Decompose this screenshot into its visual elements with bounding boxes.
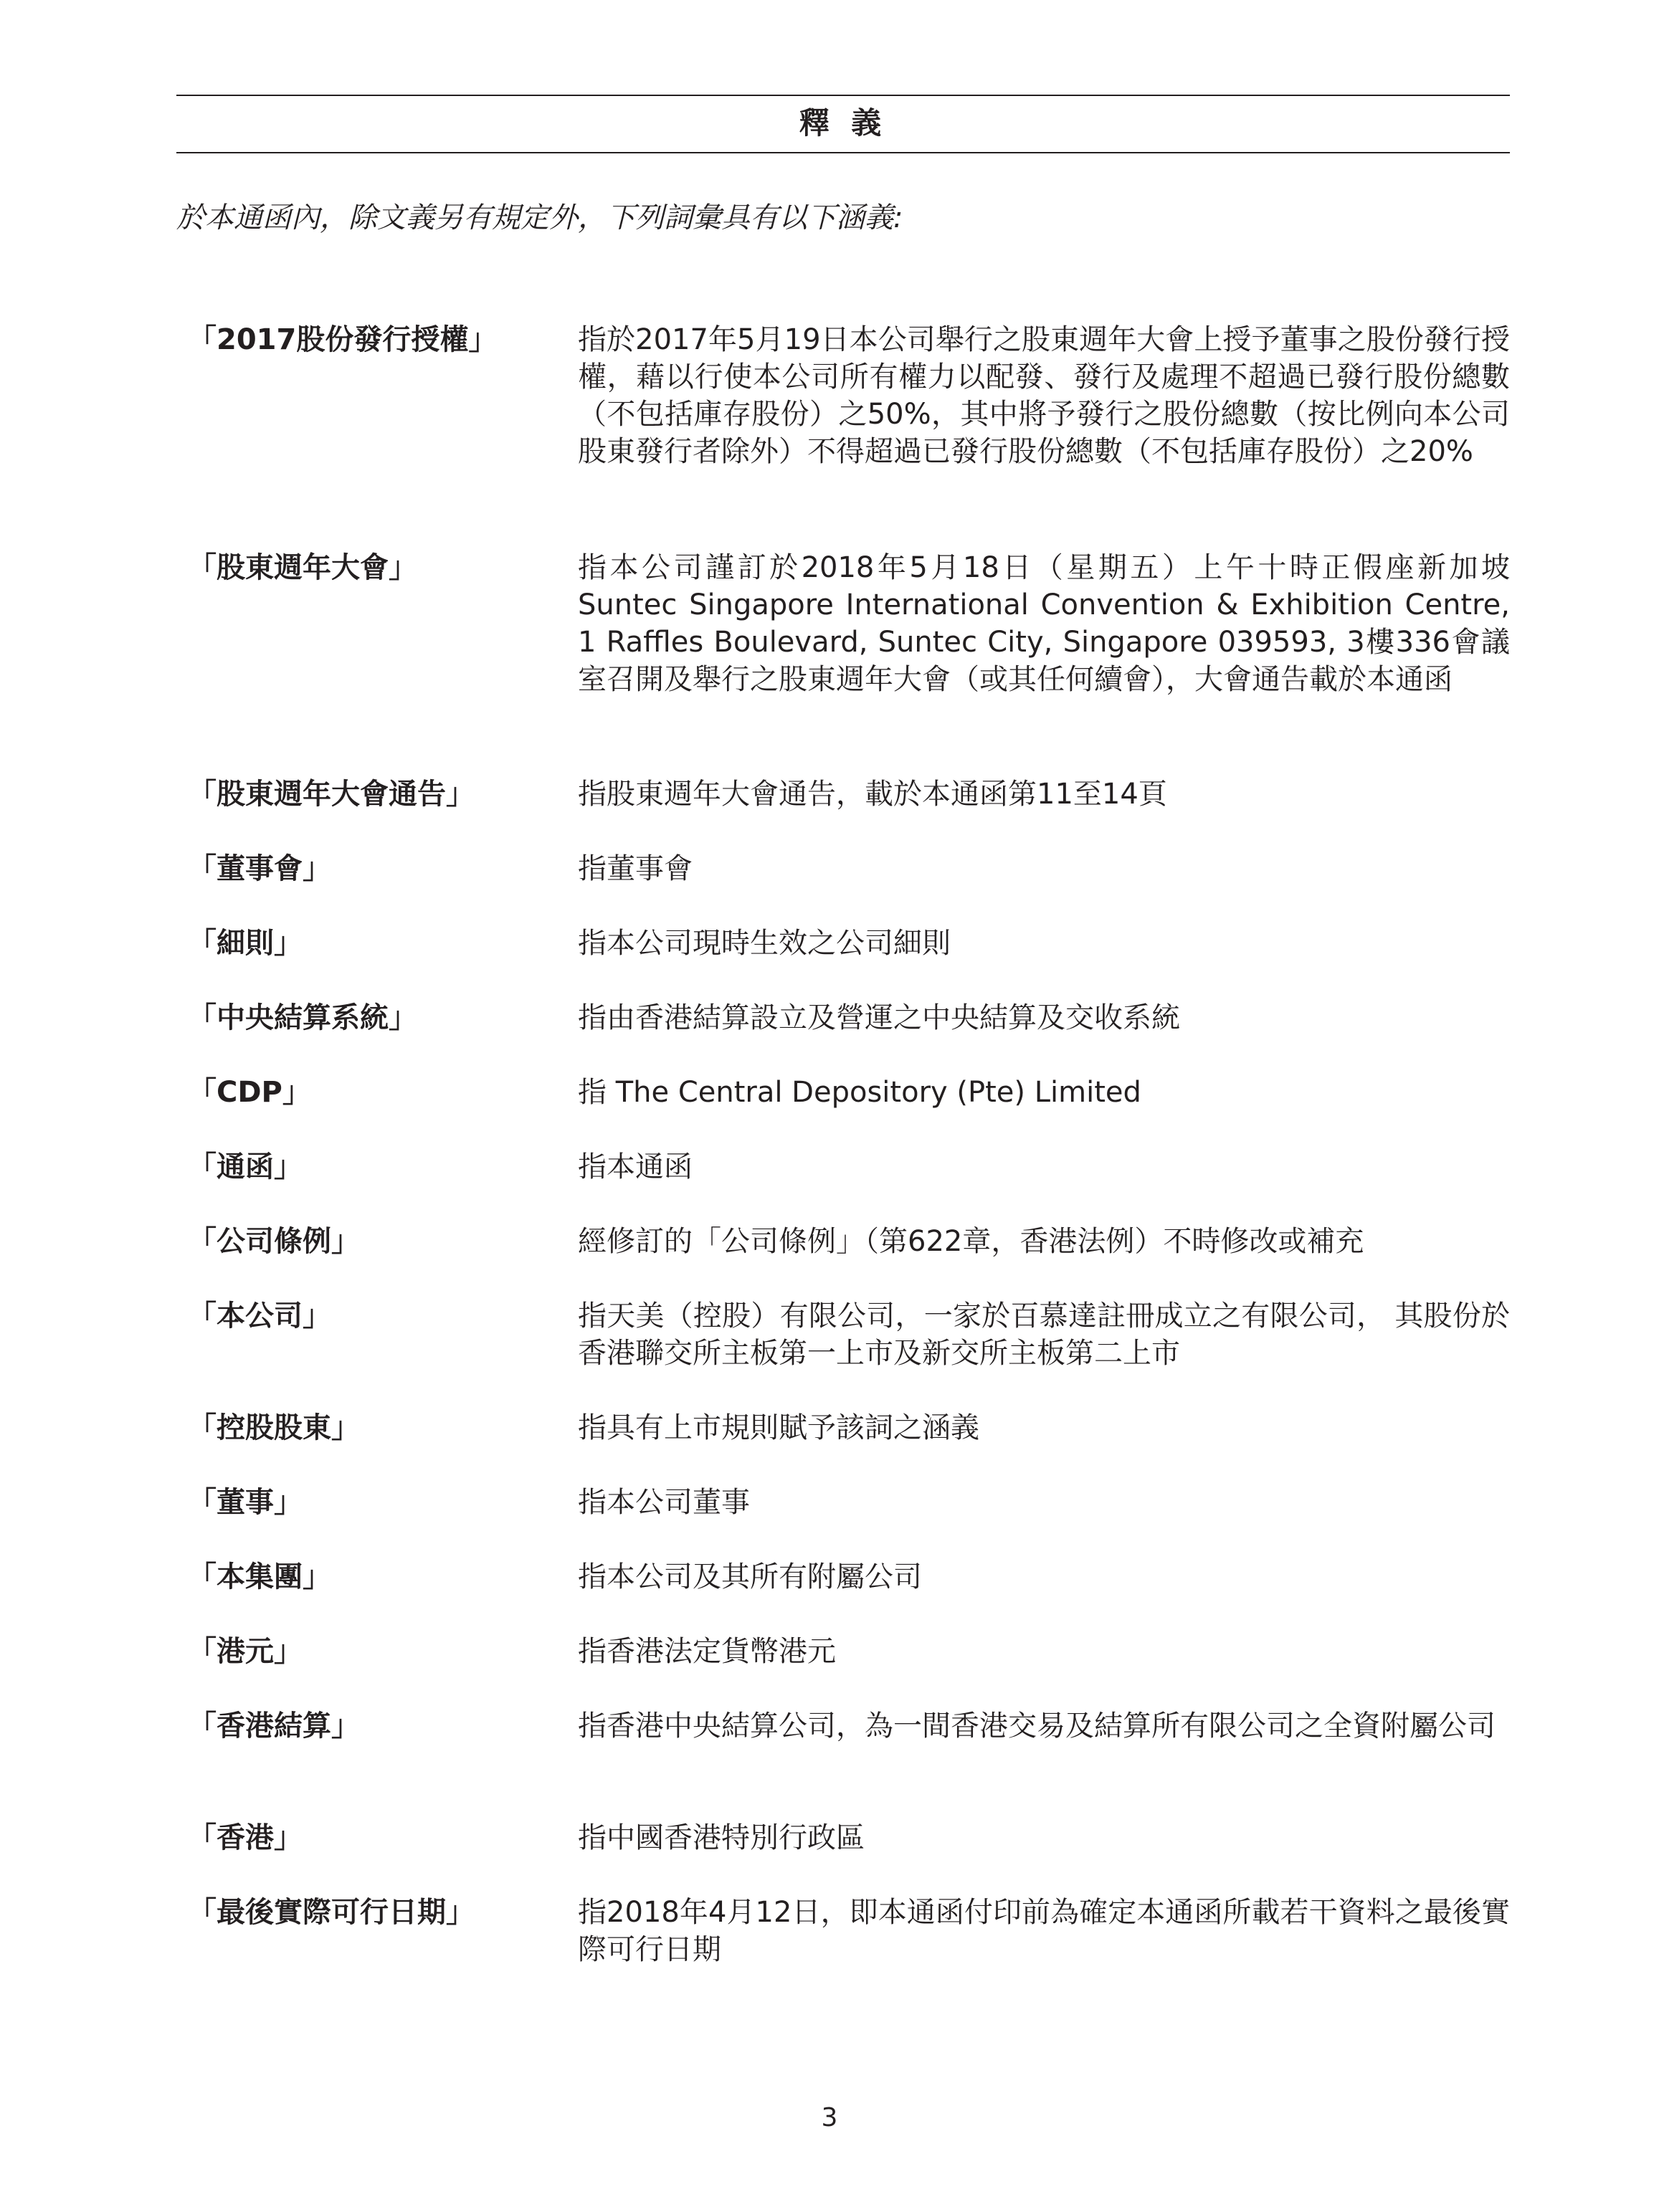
definition-term: 「細則」 bbox=[188, 927, 303, 960]
page-number: 3 bbox=[821, 2103, 838, 2132]
definition-row bbox=[188, 1819, 1510, 1894]
definition-row bbox=[188, 1558, 1510, 1633]
definition-term: 「港元」 bbox=[188, 1635, 303, 1668]
definition-row bbox=[188, 549, 1510, 776]
definition-term: 「本公司」 bbox=[188, 1300, 331, 1333]
definition-term: 「CDP」 bbox=[188, 1076, 311, 1109]
definition-row bbox=[188, 1409, 1510, 1484]
definition-meaning: 指由香港結算設立及營運之中央結算及交收系統 bbox=[578, 1001, 1180, 1034]
definition-term: 「股東週年大會通告」 bbox=[188, 778, 475, 811]
definition-term: 「通函」 bbox=[188, 1150, 303, 1183]
definition-term: 「董事」 bbox=[188, 1486, 303, 1519]
definition-row bbox=[188, 1894, 1510, 2006]
definition-meaning: 指香港中央結算公司，為一間香港交易及結算所有限公司之全資附屬公司 bbox=[578, 1710, 1496, 1743]
definition-row bbox=[188, 1633, 1510, 1707]
definition-term: 「最後實際可行日期」 bbox=[188, 1896, 475, 1929]
definition-term: 「控股股東」 bbox=[188, 1411, 360, 1444]
definition-meaning: 指董事會 bbox=[578, 852, 693, 885]
definition-meaning: 指本公司及其所有附屬公司 bbox=[578, 1560, 922, 1593]
definition-meaning: 指具有上市規則賦予該詞之涵義 bbox=[578, 1411, 979, 1444]
definition-meaning: 指於2017年5月19日本公司舉行之股東週年大會上授予董事之股份發行授權，藉以行使本公司所有權力以配發、發行及處理不超過已發行股份總數（不包括庫存股份）之50%，其中將予發行之股份總數（按比例向本公司股東發行者除外）不得超過已發行股份總數（不包括庫存股份）之20% bbox=[578, 323, 1510, 468]
definition-row bbox=[188, 1484, 1510, 1558]
page-title: 釋 義 bbox=[799, 105, 888, 140]
definition-row bbox=[188, 999, 1510, 1074]
definition-row bbox=[188, 1223, 1510, 1297]
definition-row bbox=[188, 850, 1510, 925]
header-top-rule bbox=[176, 95, 1510, 96]
definition-meaning: 指本公司謹訂於2018年5月18日（星期五）上午十時正假座新加坡Suntec Singapore International Convention & Exhibition Centre, 1 Raffles Boulevard, Suntec City, Singapore 039593, 3樓336會議室召開及舉行之股東週年大會（或其任何續會），大會通告載於本通函 bbox=[578, 551, 1510, 696]
definition-meaning: 指 The Central Depository (Pte) Limited bbox=[578, 1076, 1141, 1109]
definition-term: 「董事會」 bbox=[188, 852, 331, 885]
definition-row bbox=[188, 776, 1510, 850]
definition-meaning: 經修訂的「公司條例」（第622章，香港法例）不時修改或補充 bbox=[578, 1225, 1364, 1258]
definition-row bbox=[188, 1707, 1510, 1819]
definition-meaning: 指本公司董事 bbox=[578, 1486, 750, 1519]
definition-meaning: 指天美（控股）有限公司，一家於百慕達註冊成立之有限公司， 其股份於香港聯交所主板第一上市及新交所主板第二上市 bbox=[578, 1300, 1510, 1370]
definitions-list bbox=[188, 321, 1510, 2006]
definition-term: 「香港結算」 bbox=[188, 1710, 360, 1743]
definition-row bbox=[188, 321, 1510, 549]
definition-row bbox=[188, 1148, 1510, 1223]
definition-term: 「公司條例」 bbox=[188, 1225, 360, 1258]
definition-term: 「中央結算系統」 bbox=[188, 1001, 417, 1034]
definition-term: 「股東週年大會」 bbox=[188, 551, 417, 584]
definition-term: 「2017股份發行授權」 bbox=[188, 323, 498, 356]
definition-meaning: 指香港法定貨幣港元 bbox=[578, 1635, 836, 1668]
definition-meaning: 指中國香港特別行政區 bbox=[578, 1821, 865, 1854]
definition-meaning: 指本公司現時生效之公司細則 bbox=[578, 927, 951, 960]
definition-row bbox=[188, 1297, 1510, 1409]
definition-term: 「本集團」 bbox=[188, 1560, 331, 1593]
definition-meaning: 指2018年4月12日，即本通函付印前為確定本通函所載若干資料之最後實際可行日期 bbox=[578, 1896, 1510, 1966]
definition-row bbox=[188, 925, 1510, 999]
definition-row bbox=[188, 1074, 1510, 1148]
definition-meaning: 指股東週年大會通告，載於本通函第11至14頁 bbox=[578, 778, 1167, 811]
definition-meaning: 指本通函 bbox=[578, 1150, 693, 1183]
definition-term: 「香港」 bbox=[188, 1821, 303, 1854]
header-bottom-rule bbox=[176, 152, 1510, 153]
intro-text: 於本通函內，除文義另有規定外，下列詞彙具有以下涵義: bbox=[176, 201, 903, 234]
